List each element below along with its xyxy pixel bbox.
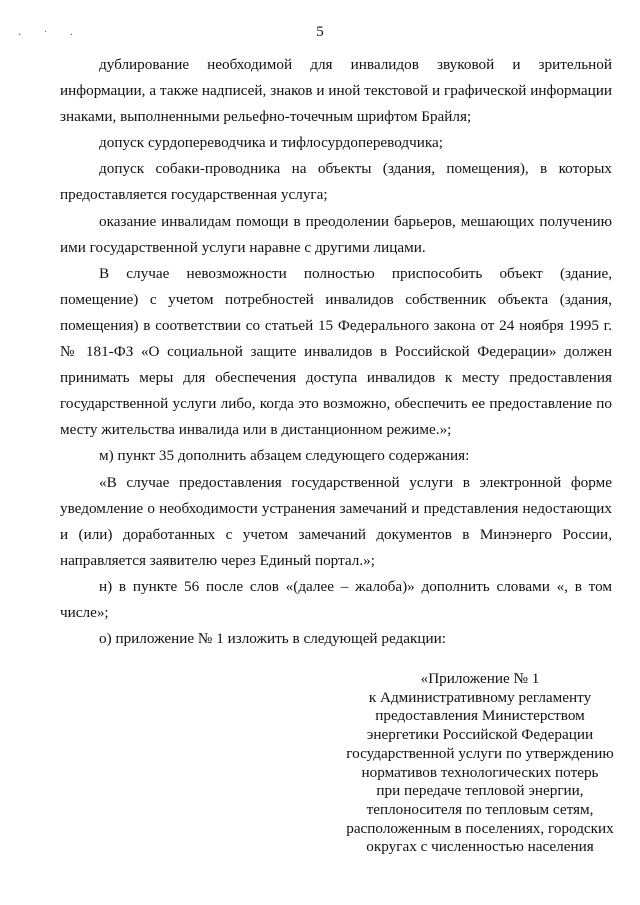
paragraph-guide-dog: допуск собаки-проводника на объекты (здания, помещения), в которых предоставляется государственная услуга; [60, 160, 612, 204]
paragraph-electronic-form: «В случае предоставления государственной услуги в электронной форме уведомление о необходимости устранения замечаний и представления недостающих и (или) доработанных с учетом замечаний документов в Минэнерго России, направляется заявителю через Единый портал.»; [60, 473, 612, 569]
appendix-line: нормативов технологических потерь [361, 763, 599, 781]
appendix-line: предоставления Министерством [375, 707, 585, 725]
appendix-line: теплоносителя по тепловым сетям, [366, 800, 594, 818]
appendix-heading [340, 670, 620, 857]
document-body [60, 52, 612, 652]
paragraph-item-o: о) приложение № 1 изложить в следующей редакции: [99, 630, 446, 648]
appendix-line: округах с численностью населения [366, 838, 594, 856]
paragraph-sign-interpreter: допуск сурдопереводчика и тифлосурдопереводчика; [99, 134, 443, 152]
paragraph-item-n: н) в пункте 56 после слов «(далее – жалоба)» дополнить словами «, в том числе»; [60, 577, 612, 621]
paragraph-assistance: оказание инвалидам помощи в преодолении барьеров, мешающих получению ими государственной услуги наравне с другими лицами. [60, 212, 612, 256]
appendix-line: «Приложение № 1 [420, 670, 540, 687]
paragraph-item-m: м) пункт 35 дополнить абзацем следующего содержания: [99, 447, 470, 465]
page-number: 5 [316, 24, 324, 40]
appendix-line: энергетики Российской Федерации [366, 726, 594, 744]
appendix-line: к Административному регламенту [368, 688, 592, 706]
paragraph-impossibility: В случае невозможности полностью приспособить объект (здание, помещение) с учетом потребностей инвалидов собственник объекта (здания, помещения) в соответствии со статьей 15 Федерального закона от 24 ноября 1995 г. № 181-ФЗ «О социальной защите инвалидов в Российской Федерации» должен принимать меры для обеспечения доступа инвалидов к месту предоставления государственной услуги либо, когда это возможно, обеспечить ее предоставление по месту жительства инвалида или в дистанционном режиме.»; [60, 264, 612, 439]
appendix-line: расположенным в поселениях, городских [346, 819, 614, 837]
scan-specks: · ˙ · [18, 30, 83, 41]
appendix-line: при передаче тепловой энергии, [376, 782, 584, 800]
paragraph-braille: дублирование необходимой для инвалидов звуковой и зрительной информации, а также надписей, знаков и иной текстовой и графической информации знаками, выполненными рельефно-точечным шрифтом Брайля; [60, 56, 612, 126]
appendix-line: государственной услуги по утверждению [346, 744, 614, 762]
